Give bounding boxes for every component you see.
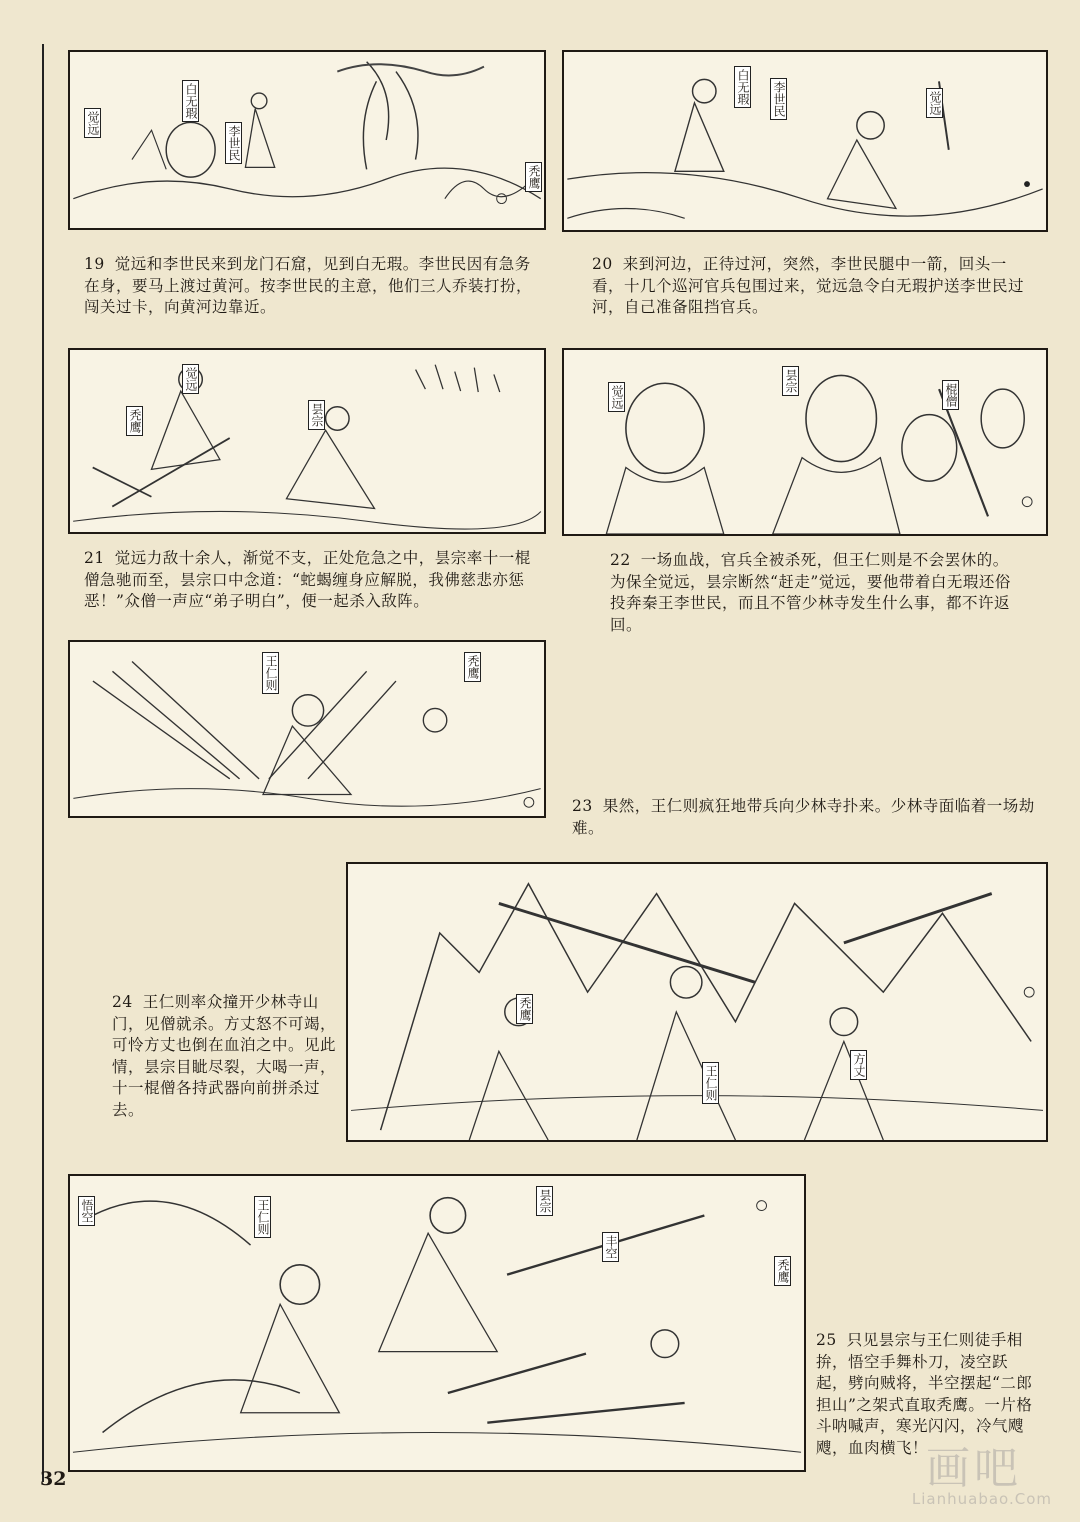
watermark-text: Lianhuabao.Com: [911, 1490, 1052, 1508]
caption-23: [572, 796, 1038, 839]
caption-text: 只见昙宗与王仁则徒手相拚，悟空手舞朴刀，凌空跃起，劈向贼将，半空摆起“二郎担山”之架式直取秃鹰。一片格斗呐喊声，寒光闪闪，冷气飕飕，血肉横飞！: [816, 1331, 1033, 1457]
name-stamp: 秃鹰: [525, 162, 542, 192]
caption-text: 觉远和李世民来到龙门石窟，见到白无瑕。李世民因有急务在身，要马上渡过黄河。按李世民的主意，他们三人乔装打扮，闯关过卡，向黄河边靠近。: [84, 255, 533, 316]
panel-25-illustration: [70, 1176, 804, 1470]
margin-rule: [42, 44, 44, 1482]
name-stamp: 秃鹰: [516, 994, 533, 1024]
name-stamp: 丰空: [602, 1232, 619, 1262]
panel-19: [68, 50, 546, 230]
caption-text: 觉远力敌十余人，渐觉不支，正处危急之中，昙宗率十一棍僧急驰而至，昙宗口中念道：“蛇蝎缠身应解脱，我佛慈悲亦惩恶！”众僧一声应“弟子明白”，便一起杀入敌阵。: [84, 549, 531, 610]
caption-number: 20: [592, 255, 613, 273]
name-stamp: 王仁则: [262, 652, 279, 694]
caption-number: 23: [572, 797, 593, 815]
name-stamp: 李世民: [770, 78, 787, 120]
name-stamp: 昙宗: [308, 400, 325, 430]
caption-21: [84, 548, 544, 613]
name-stamp: 昙宗: [536, 1186, 553, 1216]
panel-19-illustration: [70, 52, 544, 228]
name-stamp: 秃鹰: [464, 652, 481, 682]
caption-text: 王仁则率众撞开少林寺山门，见僧就杀。方丈怒不可竭，可怜方丈也倒在血泊之中。见此情，昙宗目眦尽裂，大喝一声，十一棍僧各持武器向前拼杀过去。: [112, 993, 337, 1119]
panel-21-illustration: [70, 350, 544, 532]
name-stamp: 李世民: [225, 122, 242, 164]
page-number: 32: [40, 1468, 67, 1490]
name-stamp: 觉远: [182, 364, 199, 394]
name-stamp: 白无瑕: [734, 66, 751, 108]
caption-number: 19: [84, 255, 105, 273]
name-stamp: 方丈: [850, 1050, 867, 1080]
caption-number: 21: [84, 549, 105, 567]
caption-20: [592, 254, 1032, 319]
name-stamp: 白无瑕: [182, 80, 199, 122]
panel-25: [68, 1174, 806, 1472]
panel-24-illustration: [348, 864, 1046, 1140]
name-stamp: 觉远: [84, 108, 101, 138]
name-stamp: 昙宗: [782, 366, 799, 396]
name-stamp: 觉远: [926, 88, 943, 118]
name-stamp: 秃鹰: [126, 406, 143, 436]
name-stamp: 秃鹰: [774, 1256, 791, 1286]
panel-23: [68, 640, 546, 818]
caption-number: 24: [112, 993, 133, 1011]
panel-20: [562, 50, 1048, 232]
name-stamp: 悟空: [78, 1196, 95, 1226]
caption-text: 一场血战，官兵全被杀死，但王仁则是不会罢休的。为保全觉远，昙宗断然“赶走”觉远，要他带着白无瑕还俗投奔秦王李世民，而且不管少林寺发生什么事，都不许返回。: [610, 551, 1011, 634]
panel-24: [346, 862, 1048, 1142]
panel-22-illustration: [564, 350, 1046, 534]
caption-text: 果然，王仁则疯狂地带兵向少林寺扑来。少林寺面临着一场劫难。: [572, 797, 1035, 837]
name-stamp: 觉远: [608, 382, 625, 412]
watermark-glyphs: 画吧: [926, 1443, 1022, 1494]
caption-text: 来到河边，正待过河，突然，李世民腿中一箭，回头一看，十几个巡河官兵包围过来，觉远急令白无瑕护送李世民过河，自己准备阻挡官兵。: [592, 255, 1025, 316]
name-stamp: 王仁则: [702, 1062, 719, 1104]
caption-22: [610, 550, 1020, 636]
caption-number: 25: [816, 1331, 837, 1349]
caption-24: [112, 992, 344, 1121]
caption-19: [84, 254, 544, 319]
panel-22: [562, 348, 1048, 536]
caption-number: 22: [610, 551, 631, 569]
name-stamp: 棍僧: [942, 380, 959, 410]
panel-20-illustration: [564, 52, 1046, 230]
name-stamp: 王仁则: [254, 1196, 271, 1238]
site-watermark: [872, 1432, 1052, 1508]
panel-21: [68, 348, 546, 534]
